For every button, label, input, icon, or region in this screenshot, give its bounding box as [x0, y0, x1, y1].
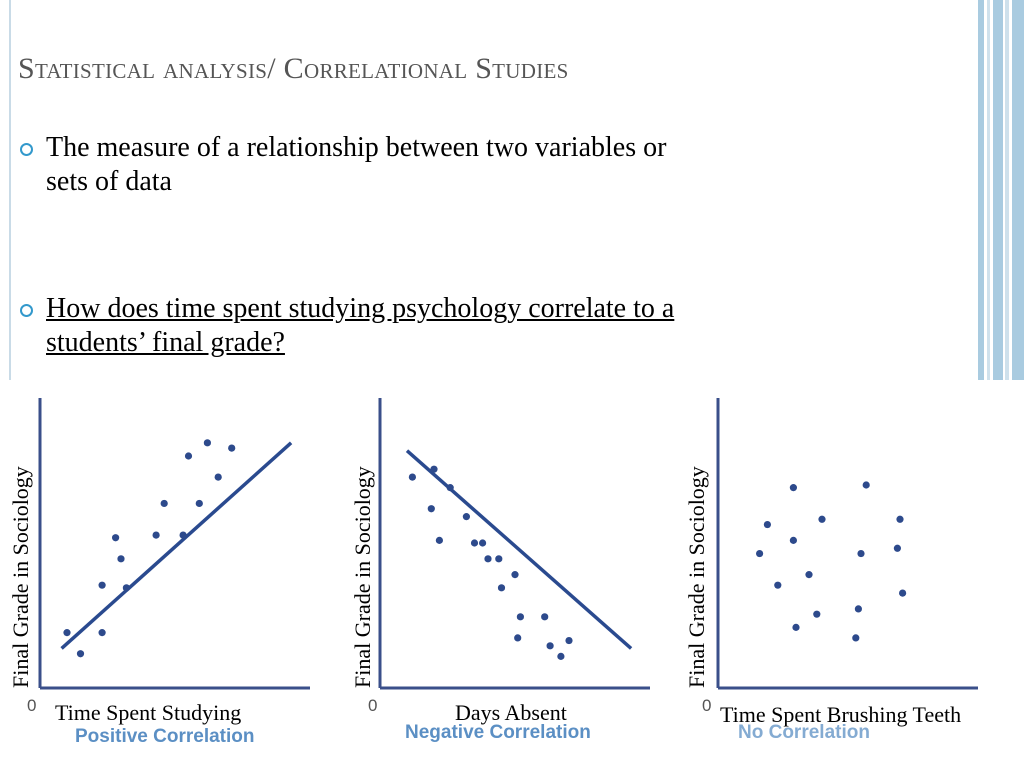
data-point: [557, 653, 564, 660]
negative-correlation-chart: [340, 380, 680, 768]
x-axis-label: Time Spent Studying: [55, 700, 242, 725]
slide-title: Statistical analysis/ Correlational Studies: [18, 52, 569, 85]
data-point: [514, 634, 521, 641]
bullet-icon: [20, 143, 33, 156]
bullet-item: [20, 131, 700, 199]
data-point: [495, 555, 502, 562]
origin-label: 0: [27, 696, 37, 715]
left-rule: [9, 0, 11, 380]
y-axis-label: Final Grade in Sociology: [8, 466, 33, 688]
data-point: [565, 637, 572, 644]
data-point: [790, 484, 797, 491]
data-point: [77, 650, 84, 657]
data-point: [756, 550, 763, 557]
correlation-type-label: No Correlation: [738, 722, 870, 743]
data-point: [409, 473, 416, 480]
data-point: [430, 466, 437, 473]
bullet-item: [20, 292, 700, 360]
data-point: [204, 439, 211, 446]
data-point: [196, 500, 203, 507]
data-point: [112, 534, 119, 541]
data-point: [215, 473, 222, 480]
bullet-link-text: How does time spent studying psychology correlate to a students’ final grade?: [46, 293, 675, 358]
data-point: [855, 605, 862, 612]
y-axis-label: Final Grade in Sociology: [350, 466, 375, 688]
data-point: [547, 642, 554, 649]
data-point: [813, 611, 820, 618]
data-point: [764, 521, 771, 528]
data-point: [774, 582, 781, 589]
correlation-type-label: Positive Correlation: [75, 726, 255, 747]
data-point: [99, 629, 106, 636]
data-point: [899, 589, 906, 596]
data-point: [428, 505, 435, 512]
data-point: [484, 555, 491, 562]
data-point: [818, 516, 825, 523]
data-point: [447, 484, 454, 491]
data-point: [180, 531, 187, 538]
data-point: [185, 452, 192, 459]
data-point: [790, 537, 797, 544]
origin-label: 0: [368, 696, 378, 715]
data-point: [228, 444, 235, 451]
bullet-icon: [20, 304, 33, 317]
x-axis-label: Time Spent Brushing Teeth: [720, 702, 962, 727]
data-point: [63, 629, 70, 636]
trend-line: [62, 443, 292, 649]
data-point: [463, 513, 470, 520]
bullet-text: The measure of a relationship between two variables or sets of data: [46, 132, 667, 197]
origin-label: 0: [702, 696, 712, 715]
data-point: [863, 481, 870, 488]
data-point: [498, 584, 505, 591]
charts-panel: [0, 380, 1024, 768]
data-point: [805, 571, 812, 578]
data-point: [153, 531, 160, 538]
y-axis-label: Final Grade in Sociology: [684, 466, 709, 688]
data-point: [896, 516, 903, 523]
data-point: [99, 582, 106, 589]
positive-correlation-chart: [0, 380, 340, 768]
data-point: [436, 537, 443, 544]
data-point: [161, 500, 168, 507]
data-point: [517, 613, 524, 620]
data-point: [471, 539, 478, 546]
x-axis-label: Days Absent: [455, 700, 567, 725]
data-point: [123, 584, 130, 591]
data-point: [852, 634, 859, 641]
data-point: [479, 539, 486, 546]
data-point: [511, 571, 518, 578]
data-point: [894, 545, 901, 552]
data-point: [541, 613, 548, 620]
correlation-type-label: Negative Correlation: [405, 722, 591, 743]
data-point: [792, 624, 799, 631]
data-point: [117, 555, 124, 562]
no-correlation-chart: [680, 380, 980, 768]
data-point: [857, 550, 864, 557]
